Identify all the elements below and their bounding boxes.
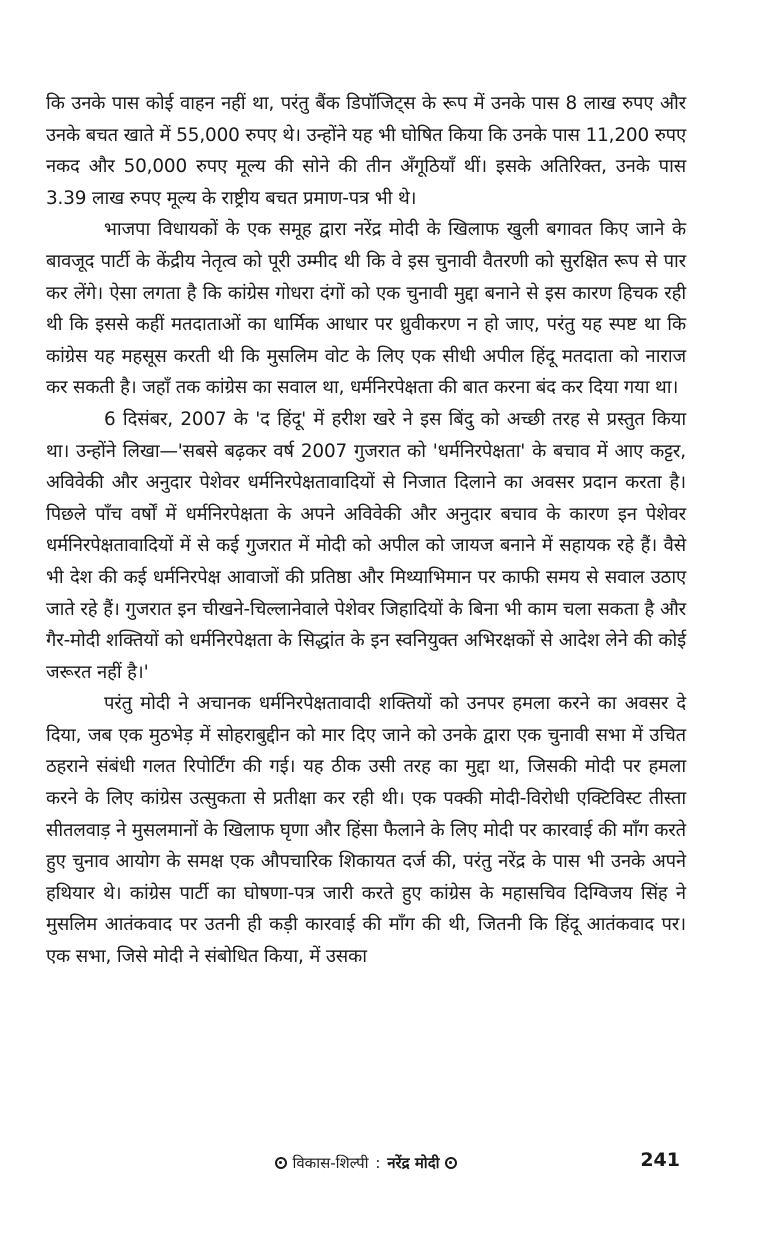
book-title: विकास-शिल्पी (292, 1154, 369, 1172)
page-number: 241 (640, 1149, 680, 1171)
ornament-right-icon (445, 1157, 457, 1169)
paragraph-continuation: कि उनके पास कोई वाहन नहीं था, परंतु बैंक डिपॉजिट्स के रूप में उनके पास 8 लाख रुपए और उनके बचत खाते में 55,000 रुपए थे। उन्होंने यह भी घोषित किया कि उनके पास 11,200 रुपए नकद और 50,000 रुपए मूल्य की सोने की तीन अँगूठियाँ थीं। इसके अतिरिक्त, उनके पास 3.39 लाख रुपए मूल्य के राष्ट्रीय बचत प्रमाण-पत्र भी थे। (46, 93, 686, 209)
subject-name: नरेंद्र मोदी (387, 1154, 440, 1172)
page-footer (46, 1143, 686, 1183)
page-body (46, 88, 686, 973)
title-separator: : (375, 1154, 381, 1172)
paragraph-bjp-rebellion: भाजपा विधायकों के एक समूह द्वारा नरेंद्र मोदी के खिलाफ खुली बगावत किए जाने के बावजूद पार्टी के केंद्रीय नेतृत्व को पूरी उम्मीद थी कि वे इस चुनावी वैतरणी को सुरक्षित रूप से पार कर लेंगे। ऐसा लगता है कि कांग्रेस गोधरा दंगों को एक चुनावी मुद्दा बनाने से इस कारण हिचक रही थी कि इससे कहीं मतदाताओं का धार्मिक आधार पर ध्रुवीकरण न हो जाए, परंतु यह स्पष्ट था कि कांग्रेस यह महसूस करती थी कि मुसलिम वोट के लिए एक सीधी अपील हिंदू मतदाता को नाराज कर सकती है। जहाँ तक कांग्रेस का सवाल था, धर्मनिरपेक्षता की बात करना बंद कर दिया गया था। (46, 219, 686, 399)
ornament-left-icon (275, 1157, 287, 1169)
running-footer-title (46, 1151, 686, 1175)
paragraph-the-hindu-quote: 6 दिसंबर, 2007 के 'द हिंदू' में हरीश खरे ने इस बिंदु को अच्छी तरह से प्रस्तुत किया था। उन्होंने लिखा—'सबसे बढ़कर वर्ष 2007 गुजरात को 'धर्मनिरपेक्षता' के बचाव में आए कट्टर, अविवेकी और अनुदार पेशेवर धर्मनिरपेक्षतावादियों से निजात दिलाने का अवसर प्रदान करता है। पिछले पाँच वर्षों में धर्मनिरपेक्षता के अपने अविवेकी और अनुदार बचाव के कारण इन पेशेवर धर्मनिरपेक्षतावादियों में से कई गुजरात में मोदी को अपील को जायज बनाने में सहायक रहे हैं। वैसे भी देश की कई धर्मनिरपेक्ष आवाजों की प्रतिष्ठा और मिथ्याभिमान पर काफी समय से सवाल उठाए जाते रहे हैं। गुजरात इन चीखने-चिल्लानेवाले पेशेवर जिहादियों के बिना भी काम चला सकता है और गैर-मोदी शक्तियों को धर्मनिरपेक्षता के सिद्धांत के इन स्वनियुक्त अभिरक्षकों से आदेश लेने की कोई जरूरत नहीं है।' (46, 408, 686, 683)
paragraph-sohrabuddin: परंतु मोदी ने अचानक धर्मनिरपेक्षतावादी शक्तियों को उनपर हमला करने का अवसर दे दिया, जब एक मुठभेड़ में सोहराबुद्दीन को मार दिए जाने को उनके द्वारा एक चुनावी सभा में उचित ठहराने संबंधी गलत रिपोर्टिंग की गई। यह ठीक उसी तरह का मुद्दा था, जिसकी मोदी पर हमला करने के लिए कांग्रेस उत्सुकता से प्रतीक्षा कर रही थी। एक पक्की मोदी-विरोधी एक्टिविस्ट तीस्ता सीतलवाड़ ने मुसलमानों के खिलाफ घृणा और हिंसा फैलाने के लिए मोदी पर कारवाई की माँग करते हुए चुनाव आयोग के समक्ष एक औपचारिक शिकायत दर्ज की, परंतु नरेंद्र के पास भी उनके अपने हथियार थे। कांग्रेस पार्टी का घोषणा-पत्र जारी करते हुए कांग्रेस के महासचिव दिग्विजय सिंह ने मुसलिम आतंकवाद पर उतनी ही कड़ी कारवाई की माँग की थी, जितनी कि हिंदू आतंकवाद पर। एक सभा, जिसे मोदी ने संबोधित किया, में उसका (46, 693, 686, 968)
